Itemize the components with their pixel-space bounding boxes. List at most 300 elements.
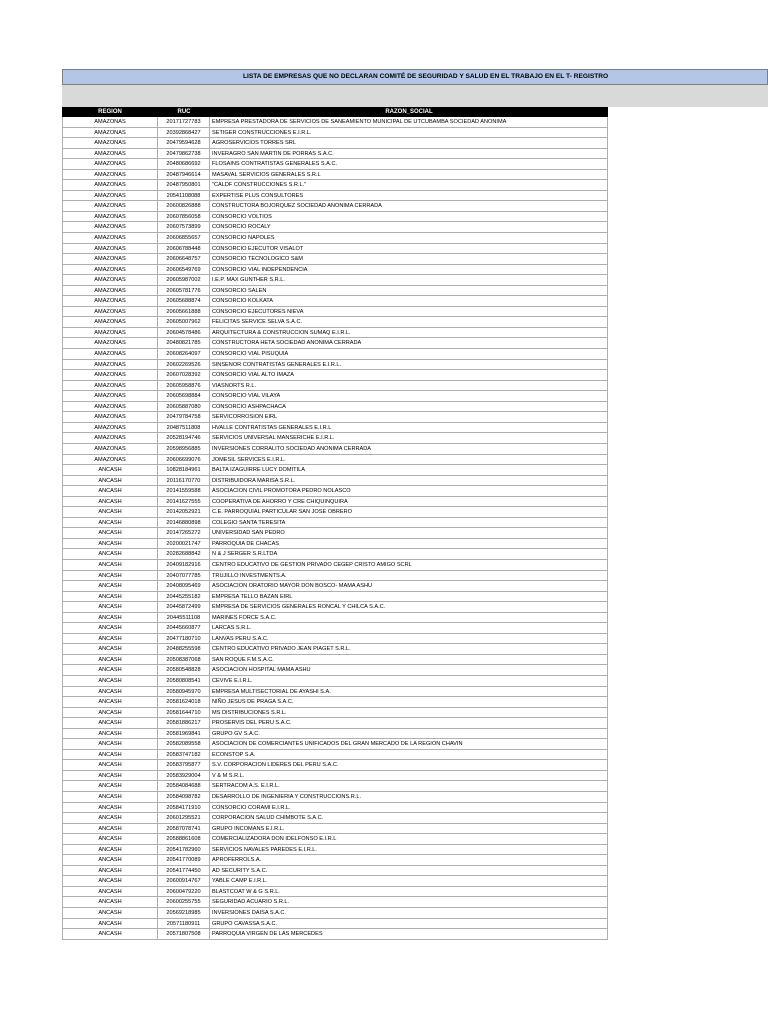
cell-region: AMAZONAS [62, 423, 158, 433]
cell-razon-social: BALTA IZAGUIRRE LUCY DOMITILA [210, 465, 608, 475]
table-row [62, 697, 608, 708]
cell-razon-social: LANVAS PERU S.A.C. [210, 634, 608, 644]
cell-razon-social: PARROQUIA VIRGEN DE LAS MERCEDES [210, 929, 608, 939]
cell-region: ANCASH [62, 855, 158, 865]
table-row [62, 465, 608, 476]
cell-razon-social: INVERSIONES CORRALITO SOCIEDAD ANONIMA CERRADA [210, 444, 608, 454]
cell-region: AMAZONAS [62, 117, 158, 127]
cell-ruc: 20200021747 [158, 539, 210, 549]
cell-region: ANCASH [62, 497, 158, 507]
table-row [62, 560, 608, 571]
spreadsheet [62, 69, 768, 940]
cell-region: AMAZONAS [62, 275, 158, 285]
cell-region: ANCASH [62, 560, 158, 570]
table-row [62, 876, 608, 887]
table-row [62, 623, 608, 634]
cell-razon-social: UNIVERSIDAD SAN PEDRO [210, 528, 608, 538]
cell-ruc: 20600479220 [158, 887, 210, 897]
cell-region: ANCASH [62, 803, 158, 813]
cell-razon-social: CONSORCIO NAPOLES [210, 233, 608, 243]
cell-razon-social: ARQUITECTURA & CONSTRUCCION SUMAQ E.I.R.L. [210, 328, 608, 338]
cell-ruc: 20487511808 [158, 423, 210, 433]
table-row [62, 286, 608, 297]
table-row [62, 497, 608, 508]
cell-region: ANCASH [62, 813, 158, 823]
cell-ruc: 20479862738 [158, 149, 210, 159]
cell-region: AMAZONAS [62, 170, 158, 180]
cell-region: AMAZONAS [62, 349, 158, 359]
cell-region: ANCASH [62, 792, 158, 802]
cell-razon-social: HVALLE CONTRATISTAS GENERALES E.I.R.L [210, 423, 608, 433]
cell-ruc: 20607028392 [158, 370, 210, 380]
cell-ruc: 20600914767 [158, 876, 210, 886]
cell-ruc: 20600255755 [158, 897, 210, 907]
table-row [62, 180, 608, 191]
cell-region: ANCASH [62, 465, 158, 475]
cell-razon-social: CONSORCIO VIAL PISUQUIA [210, 349, 608, 359]
cell-ruc: 20606699076 [158, 455, 210, 465]
cell-razon-social: DISTRIBUIDORA MARISA S.R.L. [210, 476, 608, 486]
cell-ruc: 20583929004 [158, 771, 210, 781]
cell-razon-social: INVERAGRO SAN MARTIN DE PORRAS S.A.C. [210, 149, 608, 159]
table-row [62, 613, 608, 624]
column-header-row [62, 107, 608, 117]
table-row [62, 149, 608, 160]
table-row [62, 275, 608, 286]
cell-region: ANCASH [62, 687, 158, 697]
cell-ruc: 20487946614 [158, 170, 210, 180]
cell-region: ANCASH [62, 908, 158, 918]
cell-ruc: 20605698884 [158, 391, 210, 401]
table-row [62, 803, 608, 814]
cell-region: ANCASH [62, 834, 158, 844]
cell-region: ANCASH [62, 866, 158, 876]
table-row [62, 444, 608, 455]
cell-razon-social: SEGURIDAD ACUARIO S.R.L. [210, 897, 608, 907]
cell-ruc: 20605781776 [158, 286, 210, 296]
cell-ruc: 20581644710 [158, 708, 210, 718]
cell-ruc: 20142052921 [158, 507, 210, 517]
table-row [62, 760, 608, 771]
cell-region: AMAZONAS [62, 360, 158, 370]
cell-ruc: 20487950801 [158, 180, 210, 190]
cell-razon-social: CONSORCIO CORAMI E.I.R.L. [210, 803, 608, 813]
table-row [62, 855, 608, 866]
cell-ruc: 20580808541 [158, 676, 210, 686]
cell-razon-social: ASOCIACION DE COMERCIANTES UNIFICADOS DEL GRAN MERCADO DE LA REGION CHAVIN [210, 739, 608, 749]
cell-ruc: 20445511108 [158, 613, 210, 623]
cell-ruc: 20282688842 [158, 549, 210, 559]
cell-region: ANCASH [62, 665, 158, 675]
cell-ruc: 20583795877 [158, 760, 210, 770]
table-row [62, 813, 608, 824]
table-row [62, 486, 608, 497]
cell-razon-social: MARINES FORCE S.A.C. [210, 613, 608, 623]
cell-ruc: 20605007962 [158, 317, 210, 327]
table-row [62, 750, 608, 761]
cell-razon-social: GRUPO INCOMANS E.I.R.L. [210, 824, 608, 834]
table-row [62, 866, 608, 877]
cell-region: ANCASH [62, 528, 158, 538]
cell-razon-social: PROSERVIS DEL PERU S.A.C. [210, 718, 608, 728]
cell-region: ANCASH [62, 697, 158, 707]
cell-ruc: 20392868427 [158, 128, 210, 138]
cell-razon-social: EMPRESA PRESTADORA DE SERVICIOS DE SANEAMIENTO MUNICIPAL DE UTCUBAMBA SOCIEDAD ANONIMA [210, 117, 608, 127]
cell-ruc: 20479594628 [158, 138, 210, 148]
cell-razon-social: EMPRESA MULTISECTORIAL DE AYASHI S.A. [210, 687, 608, 697]
table-row [62, 824, 608, 835]
cell-region: ANCASH [62, 760, 158, 770]
cell-razon-social: SINSENOR CONTRATISTAS GENERALES E.I.R.L. [210, 360, 608, 370]
cell-razon-social: V & M S.R.L. [210, 771, 608, 781]
cell-razon-social: SERTRACOM A.S. E.I.R.L. [210, 781, 608, 791]
cell-razon-social: SERVICIOS UNIVERSAL MANSERICHE E.I.R.L. [210, 433, 608, 443]
table-row [62, 644, 608, 655]
table-row [62, 412, 608, 423]
cell-region: ANCASH [62, 919, 158, 929]
cell-ruc: 20606788448 [158, 244, 210, 254]
sheet-title: LISTA DE EMPRESAS QUE NO DECLARAN COMITÉ DE SEGURIDAD Y SALUD EN EL TRABAJO EN EL T- REGISTRO [243, 73, 609, 80]
column-header-ruc: RUC [177, 109, 191, 115]
cell-region: ANCASH [62, 718, 158, 728]
cell-razon-social: GRUPO CAVASSA S.A.C. [210, 919, 608, 929]
cell-region: ANCASH [62, 549, 158, 559]
cell-region: AMAZONAS [62, 180, 158, 190]
table-row [62, 476, 608, 487]
table-row [62, 391, 608, 402]
table-row [62, 919, 608, 930]
cell-region: AMAZONAS [62, 317, 158, 327]
cell-razon-social: CENTRO EDUCATIVO DE GESTION PRIVADO CEGEP CRISTO AMIGO SCRL [210, 560, 608, 570]
cell-razon-social: COOPERATIVA DE AHORRO Y CRE CHIQUINQUIRA [210, 497, 608, 507]
table-body [62, 117, 608, 940]
cell-ruc: 20607856058 [158, 212, 210, 222]
cell-ruc: 20601295521 [158, 813, 210, 823]
table-row [62, 296, 608, 307]
cell-region: AMAZONAS [62, 201, 158, 211]
cell-ruc: 20541770089 [158, 855, 210, 865]
cell-razon-social: COLEGIO SANTA TERESITA [210, 518, 608, 528]
table-row [62, 549, 608, 560]
cell-ruc: 20569218985 [158, 908, 210, 918]
table-row [62, 539, 608, 550]
cell-ruc: 20571807508 [158, 929, 210, 939]
cell-razon-social: LARCAS S.R.L. [210, 623, 608, 633]
cell-ruc: 20528194746 [158, 433, 210, 443]
cell-razon-social: FELICITAS SERVICE SELVA S.A.C. [210, 317, 608, 327]
cell-region: ANCASH [62, 476, 158, 486]
cell-razon-social: CENTRO EDUCATIVO PRIVADO JEAN PIAGET S.R.L. [210, 644, 608, 654]
cell-ruc: 20480686692 [158, 159, 210, 169]
table-row [62, 138, 608, 149]
cell-razon-social: S.V. CORPORACION LIDERES DEL PERU S.A.C. [210, 760, 608, 770]
cell-razon-social: SETIGER CONSTRUCCIONES E.I.R.L. [210, 128, 608, 138]
cell-ruc: 20604578486 [158, 328, 210, 338]
cell-region: AMAZONAS [62, 233, 158, 243]
cell-ruc: 20606549769 [158, 265, 210, 275]
cell-region: AMAZONAS [62, 296, 158, 306]
cell-razon-social: MASAVAL SERVICIOS GENERALES S.R.L [210, 170, 608, 180]
cell-region: AMAZONAS [62, 286, 158, 296]
table-row [62, 170, 608, 181]
cell-region: ANCASH [62, 592, 158, 602]
cell-region: ANCASH [62, 644, 158, 654]
table-row [62, 338, 608, 349]
cell-region: ANCASH [62, 739, 158, 749]
cell-region: AMAZONAS [62, 128, 158, 138]
cell-ruc: 20407077785 [158, 571, 210, 581]
cell-ruc: 20171727783 [158, 117, 210, 127]
table-row [62, 349, 608, 360]
cell-razon-social: CONSORCIO VIAL ALTO IMAZA [210, 370, 608, 380]
cell-ruc: 20488255598 [158, 644, 210, 654]
cell-razon-social: "CALDF CONSTRUCCIONES S.R.L." [210, 180, 608, 190]
cell-region: ANCASH [62, 676, 158, 686]
cell-region: ANCASH [62, 897, 158, 907]
cell-ruc: 20477180710 [158, 634, 210, 644]
cell-region: ANCASH [62, 729, 158, 739]
table-row [62, 244, 608, 255]
cell-razon-social: CONSORCIO ROCALY [210, 222, 608, 232]
cell-ruc: 20541782960 [158, 845, 210, 855]
table-row [62, 792, 608, 803]
cell-region: ANCASH [62, 581, 158, 591]
cell-region: ANCASH [62, 634, 158, 644]
cell-razon-social: CONSORCIO VIAL INDEPENDENCIA [210, 265, 608, 275]
cell-region: ANCASH [62, 602, 158, 612]
cell-ruc: 20605688874 [158, 296, 210, 306]
cell-region: ANCASH [62, 781, 158, 791]
cell-razon-social: CONSORCIO TECNOLOGICO S&M [210, 254, 608, 264]
cell-razon-social: ECONSTOP S.A. [210, 750, 608, 760]
cell-ruc: 20146880898 [158, 518, 210, 528]
table-row [62, 507, 608, 518]
cell-region: ANCASH [62, 613, 158, 623]
cell-razon-social: FLOSAINS CONTRATISTAS GENERALES S.A.C. [210, 159, 608, 169]
table-row [62, 317, 608, 328]
table-row [62, 897, 608, 908]
table-row [62, 265, 608, 276]
table-row [62, 159, 608, 170]
cell-region: AMAZONAS [62, 244, 158, 254]
cell-region: AMAZONAS [62, 455, 158, 465]
cell-razon-social: JOMESIL SERVICES E.I.R.L. [210, 455, 608, 465]
cell-razon-social: BLASTCOAT W & G S.R.L. [210, 887, 608, 897]
header-band [62, 85, 768, 107]
cell-ruc: 20602269526 [158, 360, 210, 370]
cell-razon-social: SERVICORROSION EIRL [210, 412, 608, 422]
table-row [62, 845, 608, 856]
table-row [62, 718, 608, 729]
table-row [62, 117, 608, 128]
cell-razon-social: CONSORCIO VIAL VILAYA [210, 391, 608, 401]
cell-ruc: 20508387068 [158, 655, 210, 665]
table-row [62, 708, 608, 719]
cell-ruc: 20116170770 [158, 476, 210, 486]
cell-region: ANCASH [62, 571, 158, 581]
table-row [62, 929, 608, 940]
table-row [62, 128, 608, 139]
table-row [62, 307, 608, 318]
cell-ruc: 20582089558 [158, 739, 210, 749]
cell-ruc: 20541108088 [158, 191, 210, 201]
cell-razon-social: CONSORCIO EJECUTOR VISALOT [210, 244, 608, 254]
cell-ruc: 20584084688 [158, 781, 210, 791]
cell-ruc: 20541774450 [158, 866, 210, 876]
table-row [62, 528, 608, 539]
cell-ruc: 20584098782 [158, 792, 210, 802]
cell-razon-social: VIASNORTS R.L. [210, 381, 608, 391]
cell-razon-social: CONSORCIO SALEN [210, 286, 608, 296]
cell-razon-social: CEVIVE E.I.R.L. [210, 676, 608, 686]
cell-razon-social: I.E.P. MAX GUNTHER S.R.L. [210, 275, 608, 285]
cell-razon-social: APROFERROLS.A. [210, 855, 608, 865]
cell-razon-social: CONSORCIO ASHPACHACA [210, 402, 608, 412]
cell-region: AMAZONAS [62, 138, 158, 148]
cell-region: ANCASH [62, 887, 158, 897]
cell-ruc: 20605958876 [158, 381, 210, 391]
cell-razon-social: CONSTRUCTORA HETA SOCIEDAD ANONIMA CERRADA [210, 338, 608, 348]
table-row [62, 201, 608, 212]
cell-region: AMAZONAS [62, 402, 158, 412]
table-row [62, 233, 608, 244]
cell-ruc: 20409182916 [158, 560, 210, 570]
cell-region: AMAZONAS [62, 212, 158, 222]
cell-ruc: 20600826888 [158, 201, 210, 211]
table-row [62, 370, 608, 381]
cell-razon-social: CONSORCIO EJECUTORES NIEVA [210, 307, 608, 317]
cell-region: AMAZONAS [62, 328, 158, 338]
cell-region: ANCASH [62, 750, 158, 760]
cell-razon-social: ASOCIACION CIVIL PROMOTORA PEDRO NOLASCO [210, 486, 608, 496]
cell-razon-social: EXPERTISE PLUS CONSULTORES [210, 191, 608, 201]
cell-razon-social: MS DISTRIBUCIONES S.R.L. [210, 708, 608, 718]
table-row [62, 739, 608, 750]
table-row [62, 781, 608, 792]
cell-razon-social: N & J SERGER S.R.LTDA [210, 549, 608, 559]
column-header-region: REGION [98, 109, 122, 115]
table-row [62, 665, 608, 676]
cell-razon-social: INVERSIONES DAISA S.A.C. [210, 908, 608, 918]
cell-ruc: 20141559588 [158, 486, 210, 496]
table-row [62, 212, 608, 223]
cell-region: AMAZONAS [62, 191, 158, 201]
cell-razon-social: C.E. PARROQUIAL PARTICULAR SAN JOSE OBRERO [210, 507, 608, 517]
cell-razon-social: ASOCIACION ORATORIO MAYOR DON BOSCO- MAMA ASHU [210, 581, 608, 591]
cell-ruc: 20580548828 [158, 665, 210, 675]
cell-ruc: 20587078741 [158, 824, 210, 834]
cell-razon-social: DESARROLLO DE INGENIERIA Y CONSTRUCCIONS.R.L. [210, 792, 608, 802]
cell-razon-social: ASOCIACION HOSPITAL MAMA ASHU [210, 665, 608, 675]
cell-region: AMAZONAS [62, 159, 158, 169]
table-row [62, 254, 608, 265]
cell-ruc: 20147265272 [158, 528, 210, 538]
cell-razon-social: TRUJILLO INVESTMENTS.A. [210, 571, 608, 581]
cell-ruc: 20607573899 [158, 222, 210, 232]
cell-region: AMAZONAS [62, 338, 158, 348]
cell-razon-social: EMPRESA TELLO BAZAN EIRL [210, 592, 608, 602]
cell-razon-social: EMPRESA DE SERVICIOS GENERALES RONCAL Y CHILCA S.A.C. [210, 602, 608, 612]
cell-region: ANCASH [62, 507, 158, 517]
cell-ruc: 20479784758 [158, 412, 210, 422]
cell-ruc: 20605887080 [158, 402, 210, 412]
cell-ruc: 20571180911 [158, 919, 210, 929]
cell-ruc: 20580945970 [158, 687, 210, 697]
table-row [62, 191, 608, 202]
table-row [62, 433, 608, 444]
table-row [62, 381, 608, 392]
cell-region: ANCASH [62, 876, 158, 886]
cell-razon-social: SAN ROQUE F.M.S.A.C. [210, 655, 608, 665]
cell-region: AMAZONAS [62, 149, 158, 159]
table-row [62, 455, 608, 466]
cell-region: AMAZONAS [62, 222, 158, 232]
cell-region: AMAZONAS [62, 391, 158, 401]
table-row [62, 634, 608, 645]
cell-razon-social: CONSORCIO VOLTIOS [210, 212, 608, 222]
cell-ruc: 20606855657 [158, 233, 210, 243]
cell-razon-social: PARROQUIA DE CHACAS [210, 539, 608, 549]
cell-ruc: 20605987002 [158, 275, 210, 285]
cell-razon-social: NIÑO JESUS DE PRAGA S.A.C. [210, 697, 608, 707]
table-row [62, 423, 608, 434]
table-row [62, 771, 608, 782]
cell-razon-social: CORPORACION SALUD CHIMBOTE S.A.C. [210, 813, 608, 823]
cell-ruc: 20608264097 [158, 349, 210, 359]
cell-ruc: 20581624018 [158, 697, 210, 707]
cell-region: ANCASH [62, 771, 158, 781]
cell-region: ANCASH [62, 486, 158, 496]
column-header-razon-social: RAZON_SOCIAL [385, 109, 433, 115]
cell-ruc: 20408095469 [158, 581, 210, 591]
cell-region: AMAZONAS [62, 370, 158, 380]
cell-razon-social: AGROSERVICIOS TORRES SRL [210, 138, 608, 148]
table-row [62, 908, 608, 919]
cell-razon-social: GRUPO GV S.A.C. [210, 729, 608, 739]
cell-razon-social: CONSTRUCTORA BOJORQUEZ SOCIEDAD ANONIMA CERRADA [210, 201, 608, 211]
table-row [62, 581, 608, 592]
cell-region: AMAZONAS [62, 254, 158, 264]
table-row [62, 402, 608, 413]
cell-ruc: 20445872499 [158, 602, 210, 612]
cell-region: ANCASH [62, 929, 158, 939]
cell-ruc: 20606648757 [158, 254, 210, 264]
cell-region: ANCASH [62, 845, 158, 855]
cell-region: AMAZONAS [62, 433, 158, 443]
cell-razon-social: SERVICIOS NAVALES PAREDES E.I.R.L. [210, 845, 608, 855]
cell-region: AMAZONAS [62, 412, 158, 422]
cell-ruc: 20480821785 [158, 338, 210, 348]
table-row [62, 887, 608, 898]
table-row [62, 834, 608, 845]
table-row [62, 360, 608, 371]
cell-region: AMAZONAS [62, 444, 158, 454]
cell-region: ANCASH [62, 824, 158, 834]
table-row [62, 571, 608, 582]
title-bar [62, 69, 768, 85]
cell-ruc: 20605661888 [158, 307, 210, 317]
cell-region: AMAZONAS [62, 265, 158, 275]
table-row [62, 328, 608, 339]
cell-ruc: 20581886217 [158, 718, 210, 728]
cell-ruc: 20581969841 [158, 729, 210, 739]
cell-ruc: 20588861608 [158, 834, 210, 844]
table-row [62, 676, 608, 687]
cell-razon-social: AD SECURITY S.A.C. [210, 866, 608, 876]
cell-ruc: 20584171910 [158, 803, 210, 813]
table-row [62, 222, 608, 233]
cell-region: ANCASH [62, 518, 158, 528]
